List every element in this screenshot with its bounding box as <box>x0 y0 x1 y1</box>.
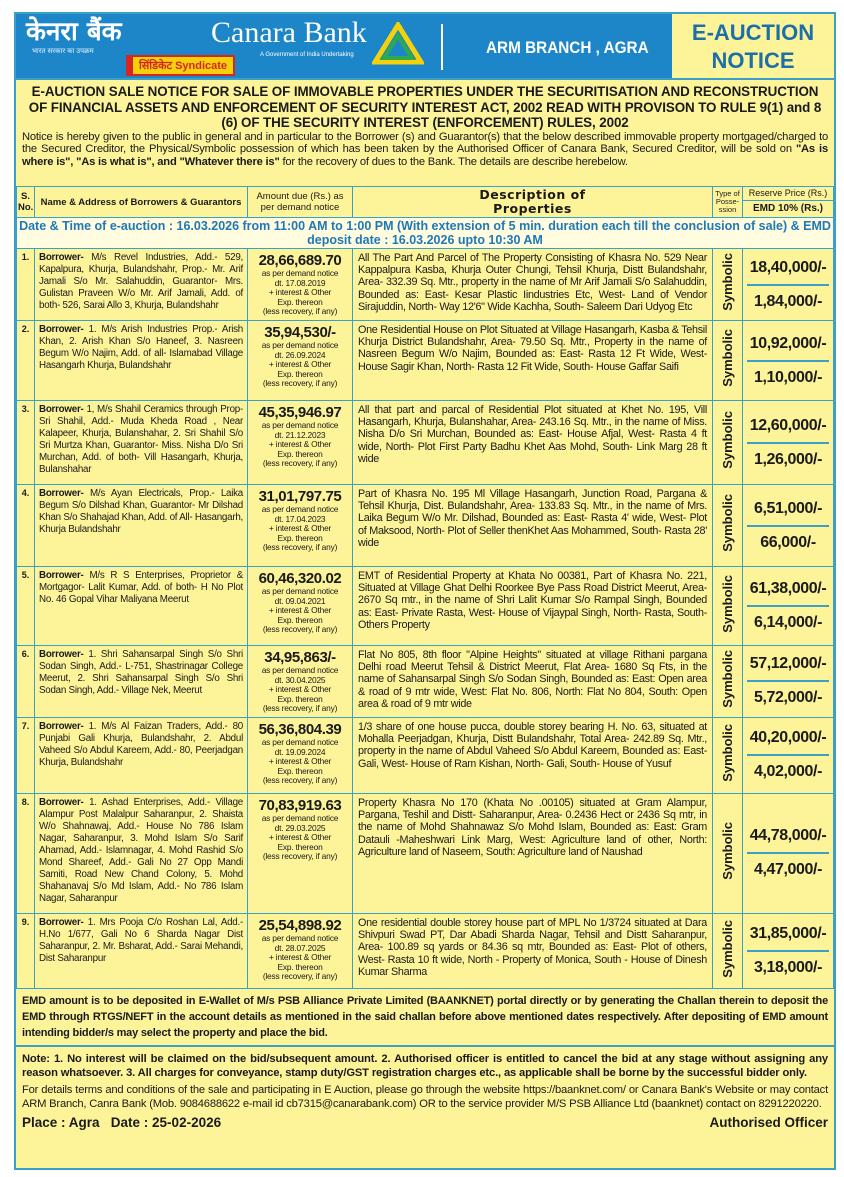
possession-type <box>713 717 743 793</box>
serial-number: 5. <box>17 567 35 646</box>
amount-due <box>248 567 353 646</box>
branch-name: ARM BRANCH , AGRA <box>486 38 649 57</box>
gov-tagline: A Government of India Undertaking <box>260 52 354 58</box>
emd-amount: 4,02,000/- <box>753 763 823 781</box>
borrower-details <box>35 249 248 321</box>
borrower-text: M/s Ayan Electricals, Prop.- Laika Begum S/o Dilshad Khan, Guarantor- Mr Dilshad Khan S/o Shahajad Khan, Add. of All- Hasangarh, Khurja Bulandshahr <box>39 488 243 535</box>
demand-note-line: Exp. thereon <box>277 532 323 543</box>
amount-due <box>248 717 353 793</box>
emd-amount: 3,18,000/- <box>753 958 823 976</box>
col-description <box>353 187 713 218</box>
demand-note-line: (less recovery, if any) <box>262 306 338 317</box>
demand-notice-note <box>249 341 351 389</box>
demand-note-line: as per demand notice <box>261 268 339 278</box>
emd-amount: 1,84,000/- <box>753 292 823 310</box>
col-sno: S. No. <box>17 187 35 218</box>
demand-note-line: (less recovery, if any) <box>262 458 338 469</box>
demand-note-line: (less recovery, if any) <box>262 624 338 635</box>
table-row <box>17 793 834 913</box>
col-description-line2: Properties <box>493 201 572 216</box>
emd-amount: 6,14,000/- <box>753 614 823 631</box>
emd-amount: 1,10,000/- <box>753 368 823 386</box>
notice-title-line1: E-AUCTION <box>691 20 815 45</box>
serial-number: 3. <box>17 401 35 485</box>
possession-type-label: Symbolic <box>720 253 735 311</box>
reserve-price: 61,38,000/- <box>747 579 829 607</box>
demand-note-line: as per demand notice <box>261 504 339 514</box>
property-description: 1/3 share of one house pucca, double storey bearing H. No. 63, situated at Mohalla Peerjadgan, Khurja, Distt Bulandshahr, Total Area- 242.89 Sq. Mtr., property in the name of Abdul Vaheed S/o Abdul Kareem, Bounded as: East- Gali, West- House of Ram Kishan, North- Gali, South- House of Yusuf <box>353 717 713 793</box>
possession-type-label: Symbolic <box>720 411 735 469</box>
table-row <box>17 717 834 793</box>
possession-type-label: Symbolic <box>720 919 735 978</box>
amount-value: 25,54,898.92 <box>258 916 342 934</box>
notice-title-line2: NOTICE <box>711 48 795 73</box>
intro-text-end: for the recovery of dues to the Bank. The details are describe herebelow. <box>279 155 628 168</box>
demand-notice-date: dt. 29.03.2025 <box>274 822 326 833</box>
property-description: All that part and parcal of Residential Plot situated at Khet No. 195, Vill Hasangarh, Khurja, Bulanshahar, Area- 243.16 Sq. Mtr., in the name of Miss. Nisha D/o Sri Murchan, Bounded as: East- House Afjal, West- Rasta 4 ft wide, North- Plot First Party Badhu Khet Aas Mohd, South- Link Marg 28 ft wide <box>353 401 713 485</box>
possession-type <box>713 321 743 401</box>
reserve-price: 10,92,000/- <box>747 334 829 362</box>
borrower-details <box>35 646 248 718</box>
amount-value: 70,83,919.63 <box>258 796 342 814</box>
header-divider <box>441 24 443 70</box>
emd-amount: 66,000/- <box>760 533 816 551</box>
reserve-price-cell <box>743 321 834 401</box>
amount-value: 34,95,863/- <box>264 649 336 666</box>
demand-note-line: + interest & Other <box>268 359 332 370</box>
possession-type <box>713 793 743 913</box>
property-description: All The Part And Parcel of The Property Consisting of Khasra No. 529 Near Kappalpura Kasba, Khurja Outer Chungi, Tehsil Khurja, Distt Bulandshahr, Area- 332.39 Sq. Mtr., property in the name of Mr Arif Jamali S/o Salahuddin, Bounded as: East- Kesar Plastic Iindustries Etc, West- Land of Vendor Sirajuddin, North- Way 12'6" Wide Kachha, South- Saleem Dari Udyog Etc <box>353 249 713 321</box>
possession-type-label: Symbolic <box>720 574 735 633</box>
bank-tagline-hindi: भारत सरकार का उपक्रम <box>32 48 94 55</box>
borrower-details <box>35 913 248 988</box>
table-row <box>17 401 834 485</box>
amount-value: 45,35,946.97 <box>258 404 342 421</box>
property-description: EMT of Residential Property at Khata No 00381, Part of Khasra No. 221, Situated at Village Ghat Delhi Roorkee Bye Pass Road District Meerut, Area- 2670 Sq mtr., in the name of Shri Lalit Kumar S/o Rampal Singh, Bounded as: East- Private Rasta, West- House of Vijaypal Singh, North- Rasta, South- Others Property <box>353 567 713 646</box>
amount-value: 28,66,689.70 <box>258 252 342 269</box>
demand-note-line: + interest & Other <box>268 605 332 616</box>
reserve-price: 31,85,000/- <box>747 924 829 952</box>
amount-value: 31,01,797.75 <box>258 488 342 505</box>
borrower-text: M/s R S Enterprises, Proprietor & Mortgagor- Lalit Kumar, Add. of both- H No Plot No. 46 Gopal Vihar Maliyana Meerut <box>39 570 243 605</box>
property-description: Flat No 805, 8th floor "Alpine Heights" situated at village Rithani pargana Delhi road Meerut Tehsil & District Meerut, Flat Area- 1680 Sq Fts, in the name of Sahansarpal Singh S/o Sodan Singh, Bounded as: East: Open area & road of 9 mtr wide, West: Flat No. 806, North: Flat No 804, South: Open area & road of 9 mtr wide <box>353 646 713 718</box>
serial-number: 9. <box>17 913 35 988</box>
borrower-label: Borrower- <box>39 720 84 732</box>
demand-note-line: as per demand notice <box>261 812 339 823</box>
demand-note-line: Exp. thereon <box>277 693 323 704</box>
reserve-price-cell <box>743 567 834 646</box>
col-type: Type of Posse-ssion <box>713 187 743 218</box>
borrower-text: 1. M/s Al Faizan Traders, Add.- 80 Punjabi Gali Khurja, Bulandshahr, 2. Abdul Vaheed S/o Abdul Kareem, Add.- 80, Peerjadgan Khurja, Bulandshahr <box>39 720 243 768</box>
serial-number: 6. <box>17 646 35 718</box>
reserve-price-cell <box>743 249 834 321</box>
authorised-officer: Authorised Officer <box>709 1114 828 1130</box>
table-row <box>17 913 834 988</box>
notice-heading: E-AUCTION SALE NOTICE FOR SALE OF IMMOVABLE PROPERTIES UNDER THE SECURITISATION AND RECONSTRUCTION OF FINANCIAL ASSETS AND ENFORCEMENT OF SECURITY INTEREST ACT, 2002 READ WITH PROVISON TO RULE 9(1) and 8 (6) OF THE SECURITY INTEREST (ENFORCEMENT) RULES, 2002 <box>28 84 822 130</box>
demand-notice-date: dt. 17.08.2019 <box>274 277 326 288</box>
amount-due <box>248 401 353 485</box>
contact-details: For details terms and conditions of the sale and participating in E Auction, please go through the website https://baanknet.com/ or Canara Bank's Website or may contact ARM Branch, Canra Bank (Mob. 9084688622 e-mail id cb7315@canarabank.com) OR to the service provider M/S PSB Alliance Ltd (baanknet) contact on 8291220220. <box>22 1083 828 1111</box>
property-description: Property Khasra No 170 (Khata No .00105) situated at Gram Alampur, Pargana, Teshil and Distt- Saharanpur, Area- 0.2436 Hect or 2436 Sq mtr, in the name of Mohd Shahnawaz S/o Mohd Islam, Bounded as: East: Gram Datauli -Maheshwari Link Marg, West: Agriculture land of other, North: Agriculture land of Naseem, South: Agriculture land of Naushad <box>353 793 713 913</box>
reserve-price: 40,20,000/- <box>747 728 829 756</box>
demand-note-line: (less recovery, if any) <box>262 851 338 862</box>
reserve-price-cell <box>743 401 834 485</box>
bank-name-hindi: केनरा बैंक <box>26 17 122 47</box>
auction-date-banner: Date & Time of e-auction : 16.03.2026 from 11:00 AM to 1:00 PM (With extension of 5 min. duration each till the conclusion of sale) & EMD deposit date : 16.03.2026 upto 10:30 AM <box>17 218 834 249</box>
borrower-label: Borrower- <box>39 324 84 335</box>
borrower-text: 1. Ashad Enterprises, Add.- Village Alampur Post Malalpur Saharanpur, 2. Shaista W/o Shahnawaj, Add.- House No 786 Islam Nagar, Saharanpur, 3. Mohd Islam S/o Sarif Ahamad, Add.- Islamnagar, 4. Mohd Rashid S/o Mond Shareef, Add.- Gali No 27 Opp Mandi Samiti, Road New Chand Colony, 5. Mohd Shahanavaj S/o Md Islam, Add.- No 786 Islam Nagar, Saharanpur <box>39 796 243 904</box>
borrower-text: 1. Shri Sahansarpal Singh S/o Shri Sodan Singh, Add.- L-751, Shastrinagar College Meerut, 2. Shri Sahansarpal Singh S/o Shri Sodan Singh, Add.- Village Nek, Meerut <box>39 649 243 696</box>
demand-note-line: as per demand notice <box>261 586 339 596</box>
demand-note-line: Exp. thereon <box>277 368 323 379</box>
demand-notice-note <box>249 269 351 317</box>
notes-section <box>16 1047 834 1136</box>
intro-bold-text: "As is where is", "As is what is", and "Whatever there is" <box>22 143 828 168</box>
borrower-label: Borrower- <box>39 649 84 660</box>
borrower-label: Borrower- <box>39 488 84 499</box>
possession-type-label: Symbolic <box>720 724 735 782</box>
demand-note-line: (less recovery, if any) <box>262 703 338 714</box>
amount-due <box>248 249 353 321</box>
property-description: One Residential House on Plot Situated at Village Hasangarh, Kasba & Tehsil Khurja District Bulandshahr, Area- 79.50 Sq. Mtr., Property in the name of Nasreen Begum W/o Najim, Bounded as: East- Rasta 12 Ft Wide, West- House Sagir Khan, North- Rasta 12 Fit Wide, South- House Gaffar Saifi <box>353 321 713 401</box>
demand-note-line: Exp. thereon <box>277 296 323 307</box>
demand-notice-note <box>249 814 351 862</box>
demand-note-line: (less recovery, if any) <box>262 775 338 786</box>
demand-note-line: (less recovery, if any) <box>262 971 338 982</box>
possession-type-label: Symbolic <box>720 494 735 552</box>
demand-note-line: as per demand notice <box>261 340 339 350</box>
possession-type <box>713 249 743 321</box>
reserve-price: 18,40,000/- <box>747 258 829 286</box>
amount-due <box>248 646 353 718</box>
bank-brand-banner <box>16 14 672 78</box>
amount-value: 56,36,804.39 <box>258 720 342 738</box>
place-date: Place : Agra Date : 25-02-2026 <box>22 1114 222 1130</box>
table-row <box>17 249 834 321</box>
possession-type <box>713 913 743 988</box>
reserve-price-cell <box>743 717 834 793</box>
possession-type-label: Symbolic <box>720 822 735 880</box>
serial-number: 2. <box>17 321 35 401</box>
demand-note-line: (less recovery, if any) <box>262 542 338 553</box>
reserve-price-cell <box>743 793 834 913</box>
reserve-price-cell <box>743 485 834 567</box>
table-row <box>17 485 834 567</box>
terms-note: Note: 1. No interest will be claimed on the bid/subsequent amount. 2. Authorised officer is entitled to cancel the bid at any stage without assigning any reason whatsoever. 3. All charges for conveyance, stamp duty/GST registration charges etc., as applicable shall be borne by the successful bidder only. <box>22 1052 828 1080</box>
amount-due <box>248 913 353 988</box>
reserve-price: 6,51,000/- <box>747 499 829 527</box>
demand-note-line: + interest & Other <box>268 952 332 963</box>
demand-note-line: + interest & Other <box>268 523 332 534</box>
property-description: Part of Khasra No. 195 Ml Village Hasangarh, Junction Road, Pargana & Tehsil Khurja, Dist. Bulandshahr, Area- 133.83 Sq. Mtr., in the name of Mrs. Laika Begum W/o Mr. Dilshad, Bounded as: East- Rasta 4' wide, West- Plot of Maksood, North- Plot of Seller thenKhet Aas Mohammed, South- Rasta 28' wide <box>353 485 713 567</box>
emd-instructions: EMD amount is to be deposited in E-Wallet of M/s PSB Alliance Private Limited (BAANKNET) portal directly or by generating the Challan therein to deposit the EMD through RTGS/NEFT in the account details as mentioned in the said challan before above mentioned dates respectively. After depositing of EMD amount intending bidder/s may select the property and place the bid. <box>16 989 834 1047</box>
reserve-price: 44,78,000/- <box>747 826 829 854</box>
reserve-price: 57,12,000/- <box>747 654 829 682</box>
serial-number: 1. <box>17 249 35 321</box>
demand-notice-note <box>249 587 351 635</box>
serial-number: 7. <box>17 717 35 793</box>
borrower-label: Borrower- <box>39 252 84 263</box>
demand-note-line: Exp. thereon <box>277 614 323 625</box>
syndicate-logo: सिंडिकेट Syndicate <box>126 55 235 76</box>
demand-notice-note <box>249 738 351 786</box>
intro-paragraph <box>22 131 828 169</box>
possession-type-label: Symbolic <box>720 329 735 387</box>
borrower-text: 1. M/s Arish Industries Prop.- Arish Khan, 2. Arish Khan S/o Haneef, 3. Nasreen Begum W/o Najim, Add. of all- Islamabad Village Hasangarh Khurja, Bulandshahr <box>39 324 243 371</box>
emd-amount: 1,26,000/- <box>753 450 823 468</box>
borrower-details <box>35 567 248 646</box>
borrower-text: 1. Mrs Pooja C/o Roshan Lal, Add.- H.No 1/677, Gali No 6 Sharda Nagar Dist Saharanpur, 2. Mr. Bsharat, Add.- Sarai Mehandi, Dist Saharanpur <box>39 916 243 964</box>
table-row <box>17 567 834 646</box>
table-row <box>17 321 834 401</box>
borrower-text: 1, M/s Shahil Ceramics through Prop- Sri Shahil, Add.- Muda Kheda Road , Near Kalapeer, Khurja, Bulanshahar, 2. Sri Shahil S/o Sri Murtza Khan, Guarantor- Miss. Nisha D/o Sri Murchan, Add. of both- Vill Hasangarh, Khurja, Bulanshahar <box>39 404 243 475</box>
borrower-details <box>35 485 248 567</box>
possession-type <box>713 485 743 567</box>
demand-note-line: + interest & Other <box>268 756 332 767</box>
borrower-label: Borrower- <box>39 796 84 808</box>
col-name: Name & Address of Borrowers & Guarantors <box>35 187 248 218</box>
borrower-details <box>35 793 248 913</box>
borrower-text: M/s Revel Industries, Add.- 529, Kapalpura, Khurja, Bulandshahr, Prop.- Mr. Arif Jamali S/o Mr. Salahuddin, Guarantor- Mrs. Gulistan Praveen W/o Mr. Arif Jamali, Add. of both- 526, Sarai Allo 3, Khurja, Bulandshahr <box>39 252 243 311</box>
possession-type <box>713 646 743 718</box>
notice-title-box <box>672 14 834 78</box>
demand-notice-note <box>249 421 351 469</box>
demand-notice-date: dt. 28.07.2025 <box>274 942 326 953</box>
demand-notice-date: dt. 21.12.2023 <box>274 429 326 440</box>
demand-note-line: Exp. thereon <box>277 765 323 776</box>
table-row <box>17 646 834 718</box>
demand-notice-date: dt. 19.09.2024 <box>274 746 326 757</box>
canara-logo-icon <box>372 22 424 66</box>
borrower-details <box>35 401 248 485</box>
amount-due <box>248 793 353 913</box>
emd-amount: 5,72,000/- <box>753 689 823 707</box>
demand-note-line: Exp. thereon <box>277 448 323 459</box>
demand-note-line: (less recovery, if any) <box>262 378 338 389</box>
reserve-price-cell <box>743 913 834 988</box>
amount-due <box>248 321 353 401</box>
property-description: One residential double storey house part of MPL No 1/3724 situated at Dara Shivpuri Swad PT, Dar Abadi Sharda Nagar, Tehsil and Distt Saharanpur, Area- 100.89 sq yards or 84.36 sq mtr, Bounded as: East- Plot of others, West- Rasta 10 ft wide, North - Property of Monica, South - House of Dinesh Kumar Sharma <box>353 913 713 988</box>
demand-notice-date: dt. 26.09.2024 <box>274 349 326 360</box>
demand-notice-note <box>249 666 351 714</box>
demand-note-line: as per demand notice <box>261 932 339 943</box>
demand-note-line: + interest & Other <box>268 684 332 695</box>
serial-number: 4. <box>17 485 35 567</box>
amount-value: 35,94,530/- <box>264 324 336 341</box>
col-reserve: Reserve Price (Rs.) <box>743 187 834 201</box>
possession-type-label: Symbolic <box>720 650 735 708</box>
intro-section <box>16 80 834 186</box>
possession-type <box>713 401 743 485</box>
demand-note-line: as per demand notice <box>261 736 339 747</box>
properties-table <box>16 186 834 989</box>
col-emd: EMD 10% (Rs.) <box>743 200 834 217</box>
demand-notice-date: dt. 17.04.2023 <box>274 513 326 524</box>
borrower-label: Borrower- <box>39 570 84 581</box>
demand-note-line: Exp. thereon <box>277 841 323 852</box>
demand-notice-note <box>249 934 351 982</box>
intro-text: Notice is hereby given to the public in general and in particular to the Borrower (s) and Guarantor(s) that the below described immovable property mortgaged/charged to the Secured Creditor, the Physical/Symbolic possession of which has been taken by the Authorised Officer of Canara Bank, Secured Creditor, will be sold on <box>22 130 828 156</box>
serial-number: 8. <box>17 793 35 913</box>
bank-name: Canara Bank <box>211 16 367 49</box>
reserve-price: 12,60,000/- <box>747 416 829 444</box>
borrower-details <box>35 717 248 793</box>
demand-note-line: + interest & Other <box>268 287 332 298</box>
emd-amount: 4,47,000/- <box>753 861 823 879</box>
col-amount: Amount due (Rs.) as per demand notice <box>248 187 353 218</box>
amount-due <box>248 485 353 567</box>
demand-notice-date: dt. 30.04.2025 <box>274 674 326 685</box>
demand-note-line: + interest & Other <box>268 439 332 450</box>
borrower-label: Borrower- <box>39 916 84 928</box>
demand-note-line: as per demand notice <box>261 420 339 430</box>
footer <box>22 1116 828 1131</box>
demand-note-line: as per demand notice <box>261 665 339 675</box>
borrower-label: Borrower- <box>39 404 84 415</box>
col-description-line1: Description of <box>479 187 586 202</box>
amount-value: 60,46,320.02 <box>258 570 342 587</box>
demand-note-line: Exp. thereon <box>277 961 323 972</box>
demand-notice-note <box>249 505 351 553</box>
notice-header <box>16 14 834 80</box>
borrower-details <box>35 321 248 401</box>
reserve-price-cell <box>743 646 834 718</box>
demand-note-line: + interest & Other <box>268 832 332 843</box>
e-auction-notice <box>14 12 836 1170</box>
demand-notice-date: dt. 09.04.2021 <box>274 595 326 606</box>
possession-type <box>713 567 743 646</box>
